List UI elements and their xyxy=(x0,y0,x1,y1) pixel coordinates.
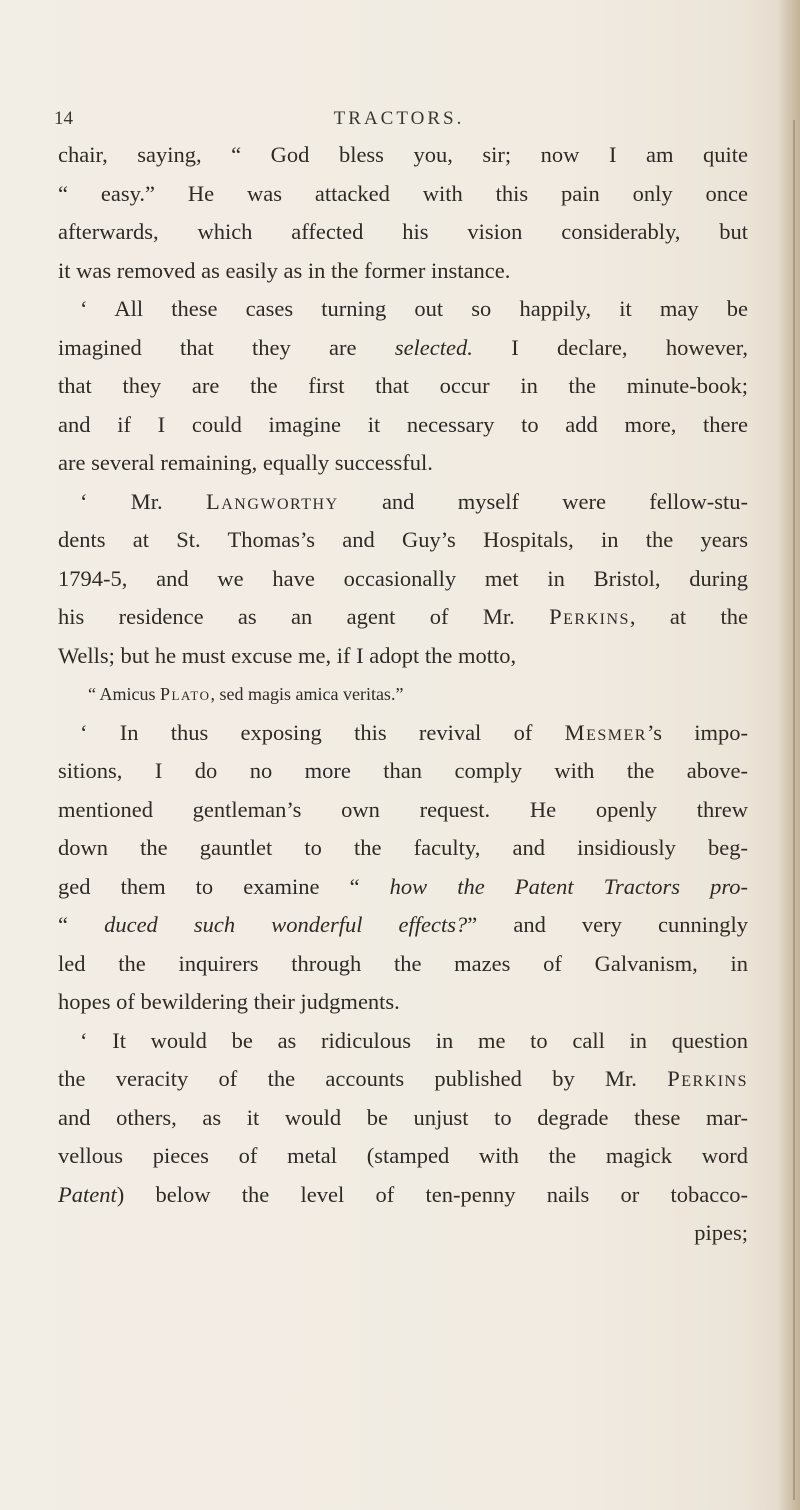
text-line: it was removed as easily as in the former instance. xyxy=(58,257,511,283)
text-line: and others, as it would be unjust to degrade these mar- xyxy=(58,1104,748,1130)
italic-text: selected. xyxy=(394,334,473,360)
text-line: the veracity of the accounts published by Mr. Perkins xyxy=(58,1066,748,1091)
catchword: pipes; xyxy=(694,1220,748,1245)
text-line: afterwards, which affected his vision considerably, but xyxy=(58,219,748,244)
text-line: Wells; but he must excuse me, if I adopt the motto, xyxy=(58,642,517,668)
quote-line: “ Amicus Plato, sed magis amica veritas.” xyxy=(88,684,404,704)
page-number: 14 xyxy=(54,108,73,129)
text-line: Patent) below the level of ten-penny nails or tobacco- xyxy=(58,1181,748,1207)
text-line: ged them to examine “ how the Patent Tractors pro- xyxy=(58,873,748,899)
text-line: “ duced such wonderful effects?” and very cunningly xyxy=(58,912,748,937)
text-line: 1794-5, and we have occasionally met in Bristol, during xyxy=(58,565,748,591)
text-line: down the gauntlet to the faculty, and insidiously beg- xyxy=(58,835,748,860)
text-line: led the inquirers through the mazes of Galvanism, in xyxy=(58,950,748,976)
text-line: and if I could imagine it necessary to add more, there xyxy=(58,411,748,437)
text-line: mentioned gentleman’s own request. He openly threw xyxy=(58,796,748,822)
body-text xyxy=(58,136,748,1253)
page-edge-shadow xyxy=(778,0,800,1510)
italic-text: how the Patent Tractors pro- xyxy=(389,873,748,899)
italic-text: duced such wonderful effects? xyxy=(104,912,468,937)
text-line: ‘ It would be as ridiculous in me to call in question xyxy=(80,1027,748,1053)
text-line: ‘ All these cases turning out so happily, it may be xyxy=(80,296,748,321)
small-caps-name: Perkins xyxy=(549,604,630,629)
text-line: that they are the first that occur in the minute-book; xyxy=(58,373,748,398)
text-line: “ easy.” He was attacked with this pain only once xyxy=(58,180,748,206)
text-line: hopes of bewildering their judgments. xyxy=(58,989,400,1014)
small-caps-name: Plato xyxy=(160,684,211,704)
text-line: vellous pieces of metal (stamped with the magick word xyxy=(58,1143,748,1168)
text-line: dents at St. Thomas’s and Guy’s Hospitals, in the years xyxy=(58,527,748,552)
small-caps-name: Mesmer xyxy=(564,719,647,745)
small-caps-name: Langworthy xyxy=(205,488,339,514)
text-line: his residence as an agent of Mr. Perkins, at the xyxy=(58,604,748,629)
running-title: TRACTORS. xyxy=(333,108,465,129)
text-line: sitions, I do no more than comply with the above- xyxy=(58,758,748,783)
small-caps-name: Perkins xyxy=(667,1066,748,1091)
page-gutter-line xyxy=(793,120,795,1500)
text-line: chair, saying, “ God bless you, sir; now I am quite xyxy=(58,142,748,167)
italic-text: Patent xyxy=(58,1181,117,1207)
running-header xyxy=(54,108,744,138)
text-line: imagined that they are selected. I declare, however, xyxy=(58,334,749,360)
text-line: are several remaining, equally successful. xyxy=(58,450,433,475)
text-line: ‘ Mr. Langworthy and myself were fellow-stu- xyxy=(80,488,748,514)
text-line: ‘ In thus exposing this revival of Mesmer’s impo- xyxy=(80,719,748,745)
